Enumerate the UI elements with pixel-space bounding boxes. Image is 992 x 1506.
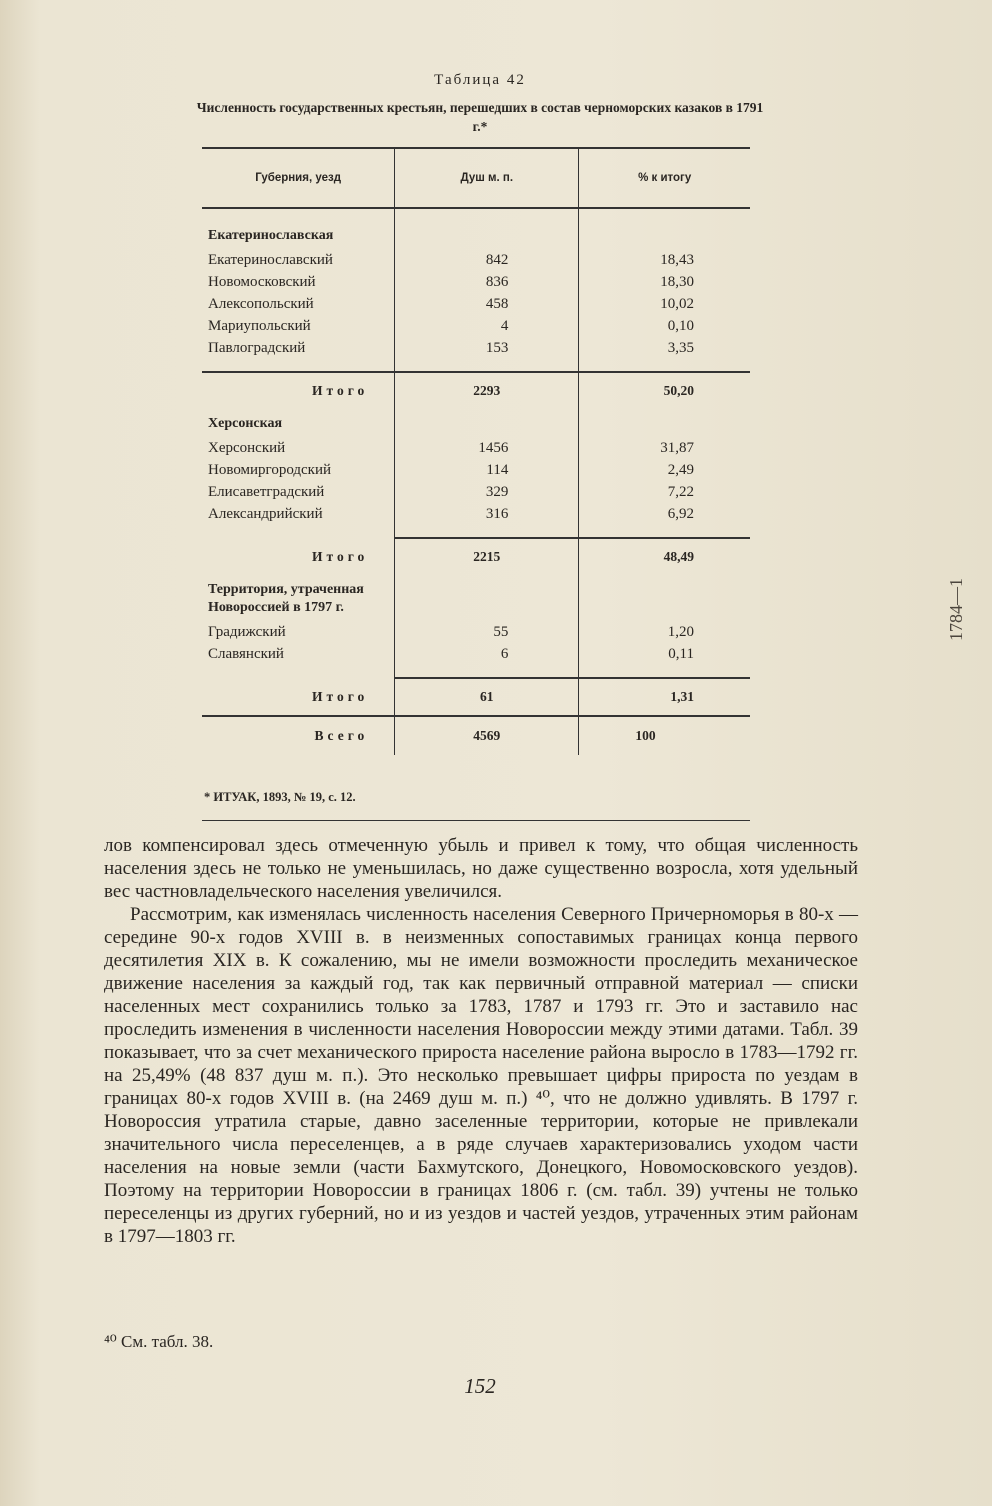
table-footnote: * ИТУАК, 1893, № 19, с. 12. [204,790,356,804]
table-bottom-rule [202,820,750,821]
table-row: Мариупольский 4 0,10 [202,315,750,337]
footnote: ⁴⁰ См. табл. 38. [104,1332,214,1351]
group-name: Херсонская [208,416,283,431]
data-table [202,147,750,755]
paragraph: лов компенсировал здесь отмеченную убыль и привел к тому, что общая численность населения здесь не только не уменьшилась, но даже существенно возросла, хотя удельный вес частновладельческого населения увеличился. [104,835,858,902]
table-row: Павлоградский 153 3,35 [202,337,750,359]
header-percent: % к итогу [579,148,750,208]
paragraph: Рассмотрим, как изменялась численность населения Северного Причерноморья в 80-х — середине 90-х годов XVIII в. в неизменных сопоставимых границах конца первого десятилетия XIX в. К сожалению, мы не имели возможности проследить механическое движение населения за каждый год, так как первичный отправной материал — списки населенных мест сохранились только за 1783, 1787 и 1793 гг. Это и заставило нас проследить изменения в численности населения Новороссии между этими датами. Табл. 39 показывает, что за счет механического прироста население района выросло в 1783—1792 гг. на 25,49% (48 837 душ м. п.). Это несколько превышает цифры прироста по уездам в границах 80-х годов XVIII в. (на 2469 душ м. п.) ⁴⁰, что не должно удивлять. В 1797 г. Новороссия утратила старые, давно заселенные территории, которые не привлекали значительного числа переселенцев, а в ряде случаев характеризовались уходом части населения на новые земли (части Бахмутского, Донецкого, Новомосковского уездов). Поэтому на территории Новороссии в границах 1806 г. (см. табл. 39) учтены не только переселенцы из других губерний, но и из уездов и частей уездов, утраченных этим районам в 1797—1803 гг. [104,904,858,1247]
table-row: Новомосковский 836 18,30 [202,271,750,293]
group-name: Екатеринославская [208,228,334,243]
subtotal-row: Итого 2293 50,20 [202,372,750,409]
table-row: Херсонский 1456 31,87 [202,437,750,459]
group-heading [202,575,750,621]
table-row: Екатеринославский 842 18,43 [202,249,750,271]
header-souls: Душ м. п. [395,148,579,208]
group-heading [202,221,750,249]
table-caption: Таблица 42 [434,72,526,88]
table-row: Елисаветградский 329 7,22 [202,481,750,503]
page-number: 152 [464,1374,496,1398]
body-text [104,834,858,1248]
header-region: Губерния, уезд [202,148,395,208]
table-title: Численность государственных крестьян, перешедших в состав черноморских казаков в 1791 г.* [196,100,764,134]
subtotal-row: Итого 61 1,31 [202,678,750,716]
table-row: Славянский 6 0,11 [202,643,750,665]
group-heading [202,409,750,437]
grand-total-row: Всего 4569 100 [202,716,750,755]
subtotal-row: Итого 2215 48,49 [202,538,750,575]
group-name: Территория, утраченная Новороссией в 1797 г. [208,582,364,615]
table-header-row [202,148,750,208]
margin-note: 1784—1 [946,578,966,642]
table-row: Александрийский 316 6,92 [202,503,750,525]
table-row: Новомиргородский 114 2,49 [202,459,750,481]
table-row: Градижский 55 1,20 [202,621,750,643]
table-row: Алексопольский 458 10,02 [202,293,750,315]
